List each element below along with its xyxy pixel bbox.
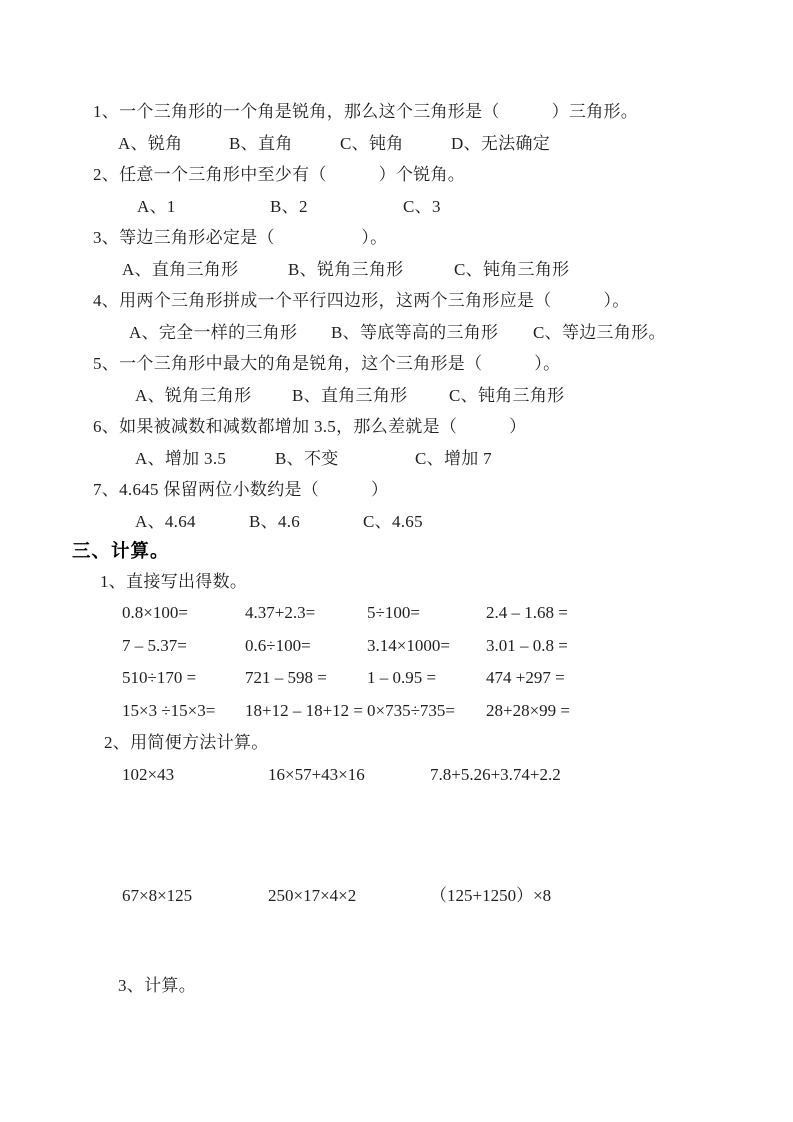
question-4-option-C: C、等边三角形。 xyxy=(533,322,666,342)
question-1-option-A: A、锐角 xyxy=(118,133,183,153)
question-1-option-C: C、钝角 xyxy=(340,133,404,153)
direct-calc-expression: 1 – 0.95 = xyxy=(367,668,437,687)
direct-calc-expression: 7 – 5.37= xyxy=(122,635,187,655)
direct-calc-expression: 18+12 – 18+12 = xyxy=(245,700,364,720)
question-1-text: 1、一个三角形的一个角是锐角，那么这个三角形是（ ）三角形。 xyxy=(93,102,639,121)
direct-calculation-grid xyxy=(122,597,753,727)
question-3-text: 3、等边三角形必定是（ ）。 xyxy=(93,228,388,247)
question-5-options xyxy=(93,380,753,412)
question-1-option-B: B、直角 xyxy=(229,133,293,153)
question-2-option-C: C、3 xyxy=(403,196,441,216)
question-4-options xyxy=(93,317,753,349)
question-5-text: 5、一个三角形中最大的角是锐角，这个三角形是（ ）。 xyxy=(93,354,561,373)
direct-calc-expression: 15×3 ÷15×3= xyxy=(122,700,216,720)
part1-title: 1、直接写出得数。 xyxy=(100,572,248,591)
simplified-calculation-row-1 xyxy=(122,759,753,791)
question-7-options xyxy=(93,506,753,538)
part3-title: 3、计算。 xyxy=(118,975,196,995)
question-6-text: 6、如果被减数和减数都增加 3.5，那么差就是（ ） xyxy=(93,417,527,436)
question-1-options xyxy=(93,128,753,160)
question-6-option-C: C、增加 7 xyxy=(415,448,492,468)
direct-calc-expression: 3.01 – 0.8 = xyxy=(486,635,568,655)
question-3-option-B: B、锐角三角形 xyxy=(288,259,404,279)
direct-calc-expression: 0.8×100= xyxy=(122,603,188,622)
simplified-calc-expression: 7.8+5.26+3.74+2.2 xyxy=(430,764,561,784)
question-5-option-C: C、钝角三角形 xyxy=(449,385,565,405)
question-6-option-A: A、增加 3.5 xyxy=(135,448,227,468)
question-5-option-B: B、直角三角形 xyxy=(292,385,408,405)
direct-calc-expression: 4.37+2.3= xyxy=(245,603,316,622)
question-7-option-C: C、4.65 xyxy=(363,511,423,531)
question-2-text: 2、任意一个三角形中至少有（ ）个锐角。 xyxy=(93,165,466,184)
question-5-option-A: A、锐角三角形 xyxy=(135,385,252,405)
simplified-calc-expression: 67×8×125 xyxy=(122,886,193,905)
question-1-option-D: D、无法确定 xyxy=(451,133,551,153)
direct-calc-expression: 5÷100= xyxy=(367,603,420,622)
direct-calc-expression: 474 +297 = xyxy=(486,668,565,687)
simplified-calc-expression: （125+1250）×8 xyxy=(430,886,552,905)
simplified-calc-expression: 102×43 xyxy=(122,764,175,784)
simplified-calc-expression: 16×57+43×16 xyxy=(268,764,365,784)
direct-calc-expression: 2.4 – 1.68 = xyxy=(486,603,568,622)
direct-calc-expression: 3.14×1000= xyxy=(367,635,450,655)
question-3-options xyxy=(93,254,753,286)
direct-calc-expression: 0.6÷100= xyxy=(245,635,311,655)
part2-title: 2、用简便方法计算。 xyxy=(104,733,269,752)
question-7-text: 7、4.645 保留两位小数约是（ ） xyxy=(93,480,389,499)
direct-calc-expression: 28+28×99 = xyxy=(486,700,571,720)
direct-calc-expression: 721 – 598 = xyxy=(245,668,327,687)
working-space xyxy=(93,912,753,970)
question-6-option-B: B、不变 xyxy=(275,448,339,468)
question-7-option-B: B、4.6 xyxy=(249,511,301,531)
question-2-option-A: A、1 xyxy=(137,196,176,216)
question-4-text: 4、用两个三角形拼成一个平行四边形，这两个三角形应是（ ）。 xyxy=(93,291,630,310)
simplified-calc-expression: 250×17×4×2 xyxy=(268,886,357,905)
direct-calc-expression: 510÷170 = xyxy=(122,668,197,687)
choice-question-list xyxy=(93,96,753,537)
question-2-option-B: B、2 xyxy=(270,196,308,216)
question-4-option-A: A、完全一样的三角形 xyxy=(129,322,298,342)
working-space xyxy=(93,790,753,880)
question-7-option-A: A、4.64 xyxy=(135,511,196,531)
simplified-calculation-row-2 xyxy=(122,880,753,912)
question-2-options xyxy=(93,191,753,223)
question-3-option-A: A、直角三角形 xyxy=(122,259,239,279)
direct-calc-expression: 0×735÷735= xyxy=(367,700,456,720)
question-6-options xyxy=(93,443,753,475)
question-4-option-B: B、等底等高的三角形 xyxy=(331,322,499,342)
question-3-option-C: C、钝角三角形 xyxy=(454,259,570,279)
section-3-heading: 三、计算。 xyxy=(72,542,170,562)
